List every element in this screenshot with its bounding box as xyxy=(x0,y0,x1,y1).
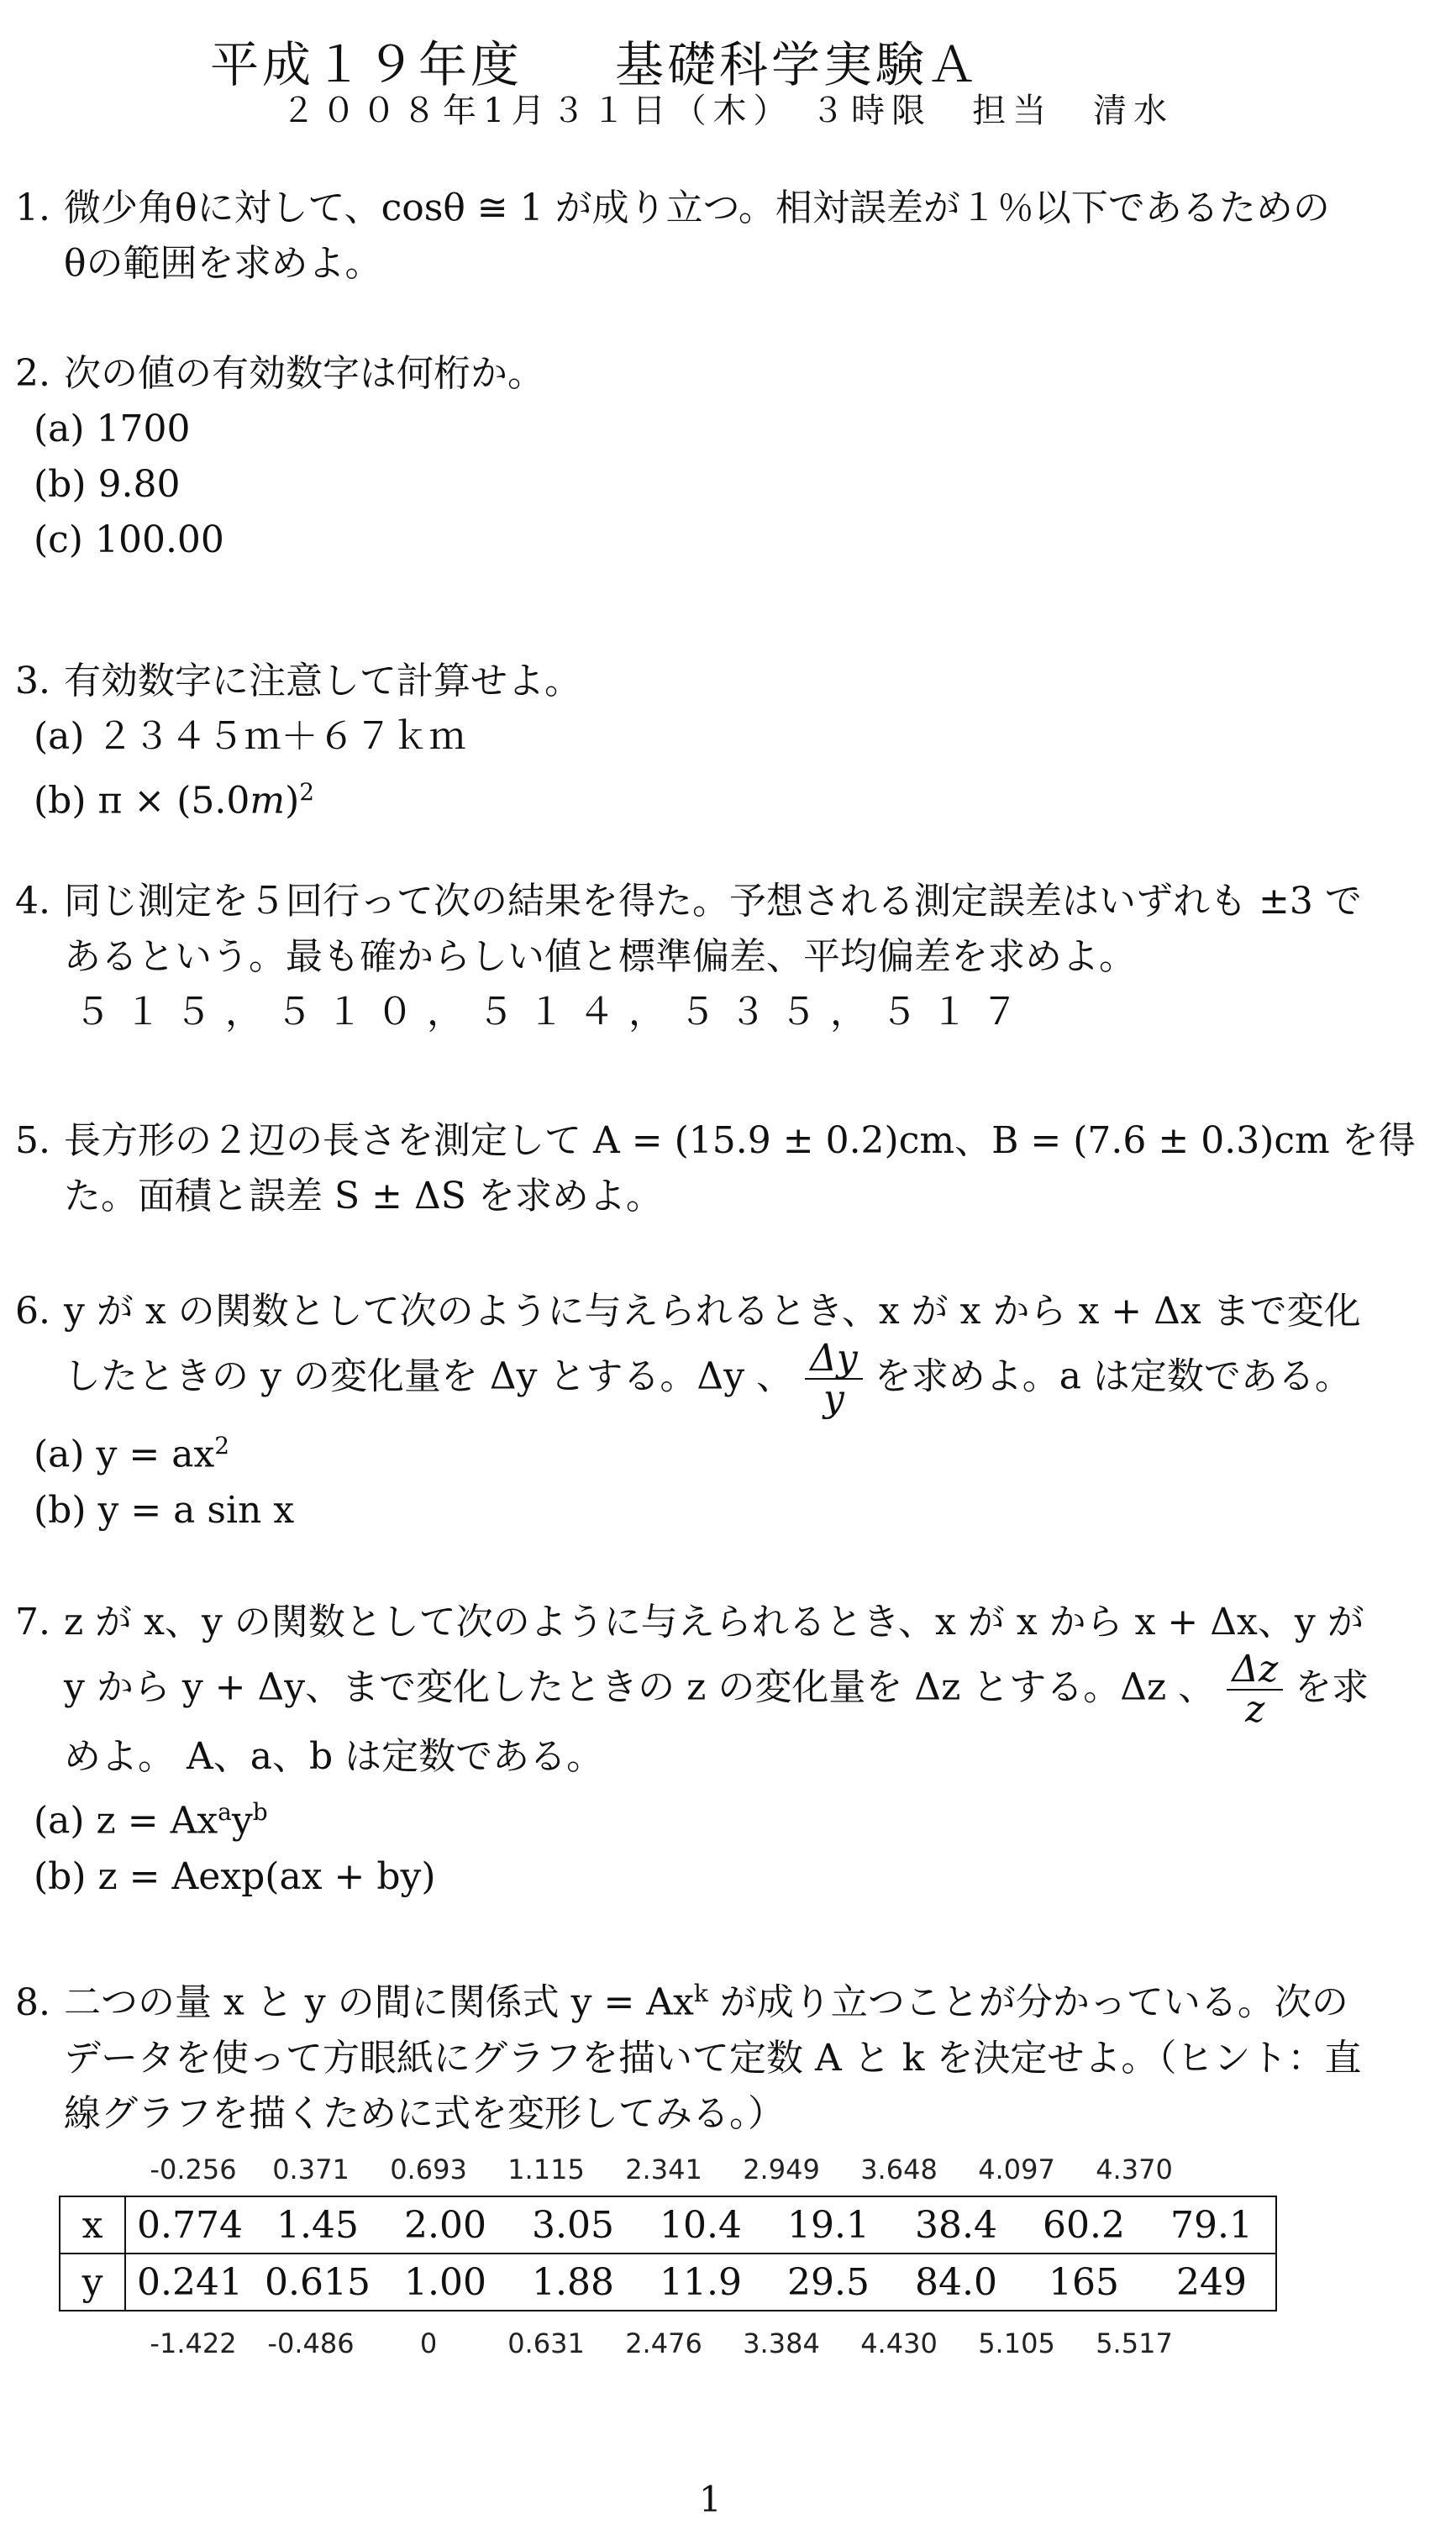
fraction-numerator: Δz xyxy=(1227,1650,1283,1691)
page-number: 1 xyxy=(699,2479,722,2520)
question-number: 6. xyxy=(15,1290,50,1333)
table-cell: 0.774 xyxy=(125,2196,254,2254)
question-6 xyxy=(15,1284,1435,1538)
handwritten-value: 2.341 xyxy=(625,2154,702,2185)
handwritten-value: 4.097 xyxy=(978,2154,1055,2185)
table-cell: 249 xyxy=(1148,2254,1276,2311)
text-part: y から y + Δy、まで変化したときの z の変化量を Δz とする。Δz 、 xyxy=(64,1665,1216,1709)
question-text: y が x の関数として次のように与えられるとき、x が x から x + Δx まで変化 xyxy=(64,1290,1361,1333)
handwritten-value: 0.371 xyxy=(272,2154,350,2185)
table-cell: 1.00 xyxy=(381,2254,509,2311)
handwritten-value: 1.115 xyxy=(507,2154,585,2185)
question-text xyxy=(15,1650,1435,1729)
table-cell: 19.1 xyxy=(765,2196,892,2254)
question-text: 微少角θに対して、cosθ ≅ 1 が成り立つ。相対誤差が１％以下であるための xyxy=(64,187,1330,229)
question-text: 有効数字に注意して計算せよ。 xyxy=(64,660,581,702)
fraction-denominator: z xyxy=(1245,1688,1265,1731)
table-cell: 11.9 xyxy=(637,2254,765,2311)
handwritten-value: 0 xyxy=(419,2327,438,2359)
table-cell: 10.4 xyxy=(637,2196,765,2254)
question-number: 2. xyxy=(15,352,50,395)
table-cell: 0.615 xyxy=(254,2254,381,2311)
question-text: 長方形の２辺の長さを測定して A = (15.9 ± 0.2)cm、B = (7.6 ± 0.3)cm を得 xyxy=(64,1119,1416,1162)
handwritten-value: 0.693 xyxy=(390,2154,467,2185)
question-text: データを使って方眼紙にグラフを描いて定数 A と k を決定せよ。（ヒント：直 xyxy=(64,2036,1362,2080)
fraction xyxy=(1227,1650,1283,1729)
title-course: 基礎科学実験Ａ xyxy=(615,36,980,93)
exponent: b xyxy=(252,1798,268,1826)
handwritten-value: 2.949 xyxy=(743,2154,820,2185)
table-cell: 38.4 xyxy=(892,2196,1020,2254)
question-number: 7. xyxy=(15,1601,50,1644)
handwritten-lnx-row xyxy=(134,2154,1193,2185)
table-cell: 165 xyxy=(1020,2254,1148,2311)
table-cell: 79.1 xyxy=(1148,2196,1276,2254)
exponent: 2 xyxy=(299,778,315,806)
text-part: 二つの量 x と y の間に関係式 y = Ax xyxy=(64,1980,694,2024)
table-row xyxy=(60,2196,1276,2254)
handwritten-value: 3.648 xyxy=(860,2154,938,2185)
question-text: θの範囲を求めよ。 xyxy=(64,242,382,285)
question-7 xyxy=(15,1595,1435,1905)
expr-var: m xyxy=(250,779,286,823)
expr-part: (b) π × (5.0 xyxy=(34,779,250,823)
sub-item-a xyxy=(34,1418,1435,1483)
table-cell: 84.0 xyxy=(892,2254,1020,2311)
question-5 xyxy=(15,1113,1435,1224)
question-text: た。面積と誤差 S ± ΔS を求めよ。 xyxy=(64,1175,663,1218)
handwritten-value: -0.486 xyxy=(267,2327,355,2359)
sub-item-b: (b) z = Aexp(ax + by) xyxy=(34,1854,436,1898)
exponent: k xyxy=(693,1980,708,2007)
expr-part: ) xyxy=(285,779,300,823)
question-number: 8. xyxy=(15,1980,50,2024)
question-8 xyxy=(15,1966,1435,2142)
sub-item-b: (b) 9.80 xyxy=(34,463,181,506)
question-number: 4. xyxy=(15,880,50,923)
question-1 xyxy=(15,181,1435,292)
title-year: 平成１９年度 xyxy=(210,36,523,93)
handwritten-value: 0.631 xyxy=(507,2327,585,2359)
expr-part: (a) z = Ax xyxy=(34,1799,218,1843)
sub-item-a: (a) ２３４５ｍ＋６７ｋｍ xyxy=(34,715,466,758)
handwritten-value: 4.370 xyxy=(1096,2154,1173,2185)
table-cell: 29.5 xyxy=(765,2254,892,2311)
sub-item-b xyxy=(34,765,1435,829)
fraction-numerator: Δy xyxy=(805,1339,863,1380)
sub-item-a xyxy=(34,1785,1435,1849)
handwritten-value: 2.476 xyxy=(625,2327,702,2359)
question-text: あるという。最も確からしい値と標準偏差、平均偏差を求めよ。 xyxy=(64,935,1136,978)
row-label-y: y xyxy=(60,2254,125,2311)
table-cell: 3.05 xyxy=(509,2196,637,2254)
measurement-values: ５１５，５１０，５１４，５３５，５１７ xyxy=(74,991,1032,1033)
page-subtitle: ２００８年1月３１日（木） ３時限 担当 清水 xyxy=(281,92,1175,130)
table-cell: 2.00 xyxy=(381,2196,509,2254)
text-part: を求めよ。a は定数である。 xyxy=(874,1354,1352,1398)
handwritten-lny-row xyxy=(134,2327,1193,2359)
table-row xyxy=(60,2254,1276,2311)
question-2 xyxy=(15,346,1435,568)
handwritten-value: 3.384 xyxy=(743,2327,820,2359)
text-part: が成り立つことが分かっている。次の xyxy=(707,1980,1348,2024)
handwritten-value: 4.430 xyxy=(860,2327,938,2359)
sub-item-c: (c) 100.00 xyxy=(34,518,224,561)
question-3 xyxy=(15,654,1435,829)
handwritten-value: -1.422 xyxy=(150,2327,237,2359)
sub-item-b: (b) y = a sin x xyxy=(34,1488,295,1532)
expr-part: (a) y = ax xyxy=(34,1433,215,1476)
question-text: 同じ測定を５回行って次の結果を得た。予想される測定誤差はいずれも ±3 で xyxy=(64,880,1362,923)
question-number: 1. xyxy=(15,187,50,229)
table-cell: 1.88 xyxy=(509,2254,637,2311)
handwritten-value: 5.517 xyxy=(1096,2327,1173,2359)
fraction xyxy=(805,1339,863,1418)
table-cell: 1.45 xyxy=(254,2196,381,2254)
text-part: を求 xyxy=(1295,1665,1369,1709)
exponent: 2 xyxy=(214,1432,230,1459)
sub-item-a: (a) 1700 xyxy=(34,408,191,450)
question-4 xyxy=(15,874,1435,1040)
fraction-denominator: y xyxy=(823,1377,844,1420)
data-table xyxy=(59,2196,1277,2311)
table-cell: 60.2 xyxy=(1020,2196,1148,2254)
question-text: めよ。 A、a、b は定数である。 xyxy=(64,1735,604,1778)
question-text xyxy=(15,1339,1435,1418)
question-number: 3. xyxy=(15,660,50,702)
question-text: z が x、y の関数として次のように与えられるとき、x が x から x + Δx、y が xyxy=(64,1601,1364,1644)
question-number: 5. xyxy=(15,1119,50,1162)
row-label-x: x xyxy=(60,2196,125,2254)
question-text: 線グラフを描くために式を変形してみる。） xyxy=(64,2091,785,2135)
expr-part: y xyxy=(231,1799,253,1843)
handwritten-value: -0.256 xyxy=(150,2154,237,2185)
question-text: 次の値の有効数字は何桁か。 xyxy=(64,352,544,395)
text-part: したときの y の変化量を Δy とする。Δy 、 xyxy=(64,1354,794,1398)
exponent: a xyxy=(218,1798,232,1826)
handwritten-value: 5.105 xyxy=(978,2327,1055,2359)
table-cell: 0.241 xyxy=(125,2254,254,2311)
